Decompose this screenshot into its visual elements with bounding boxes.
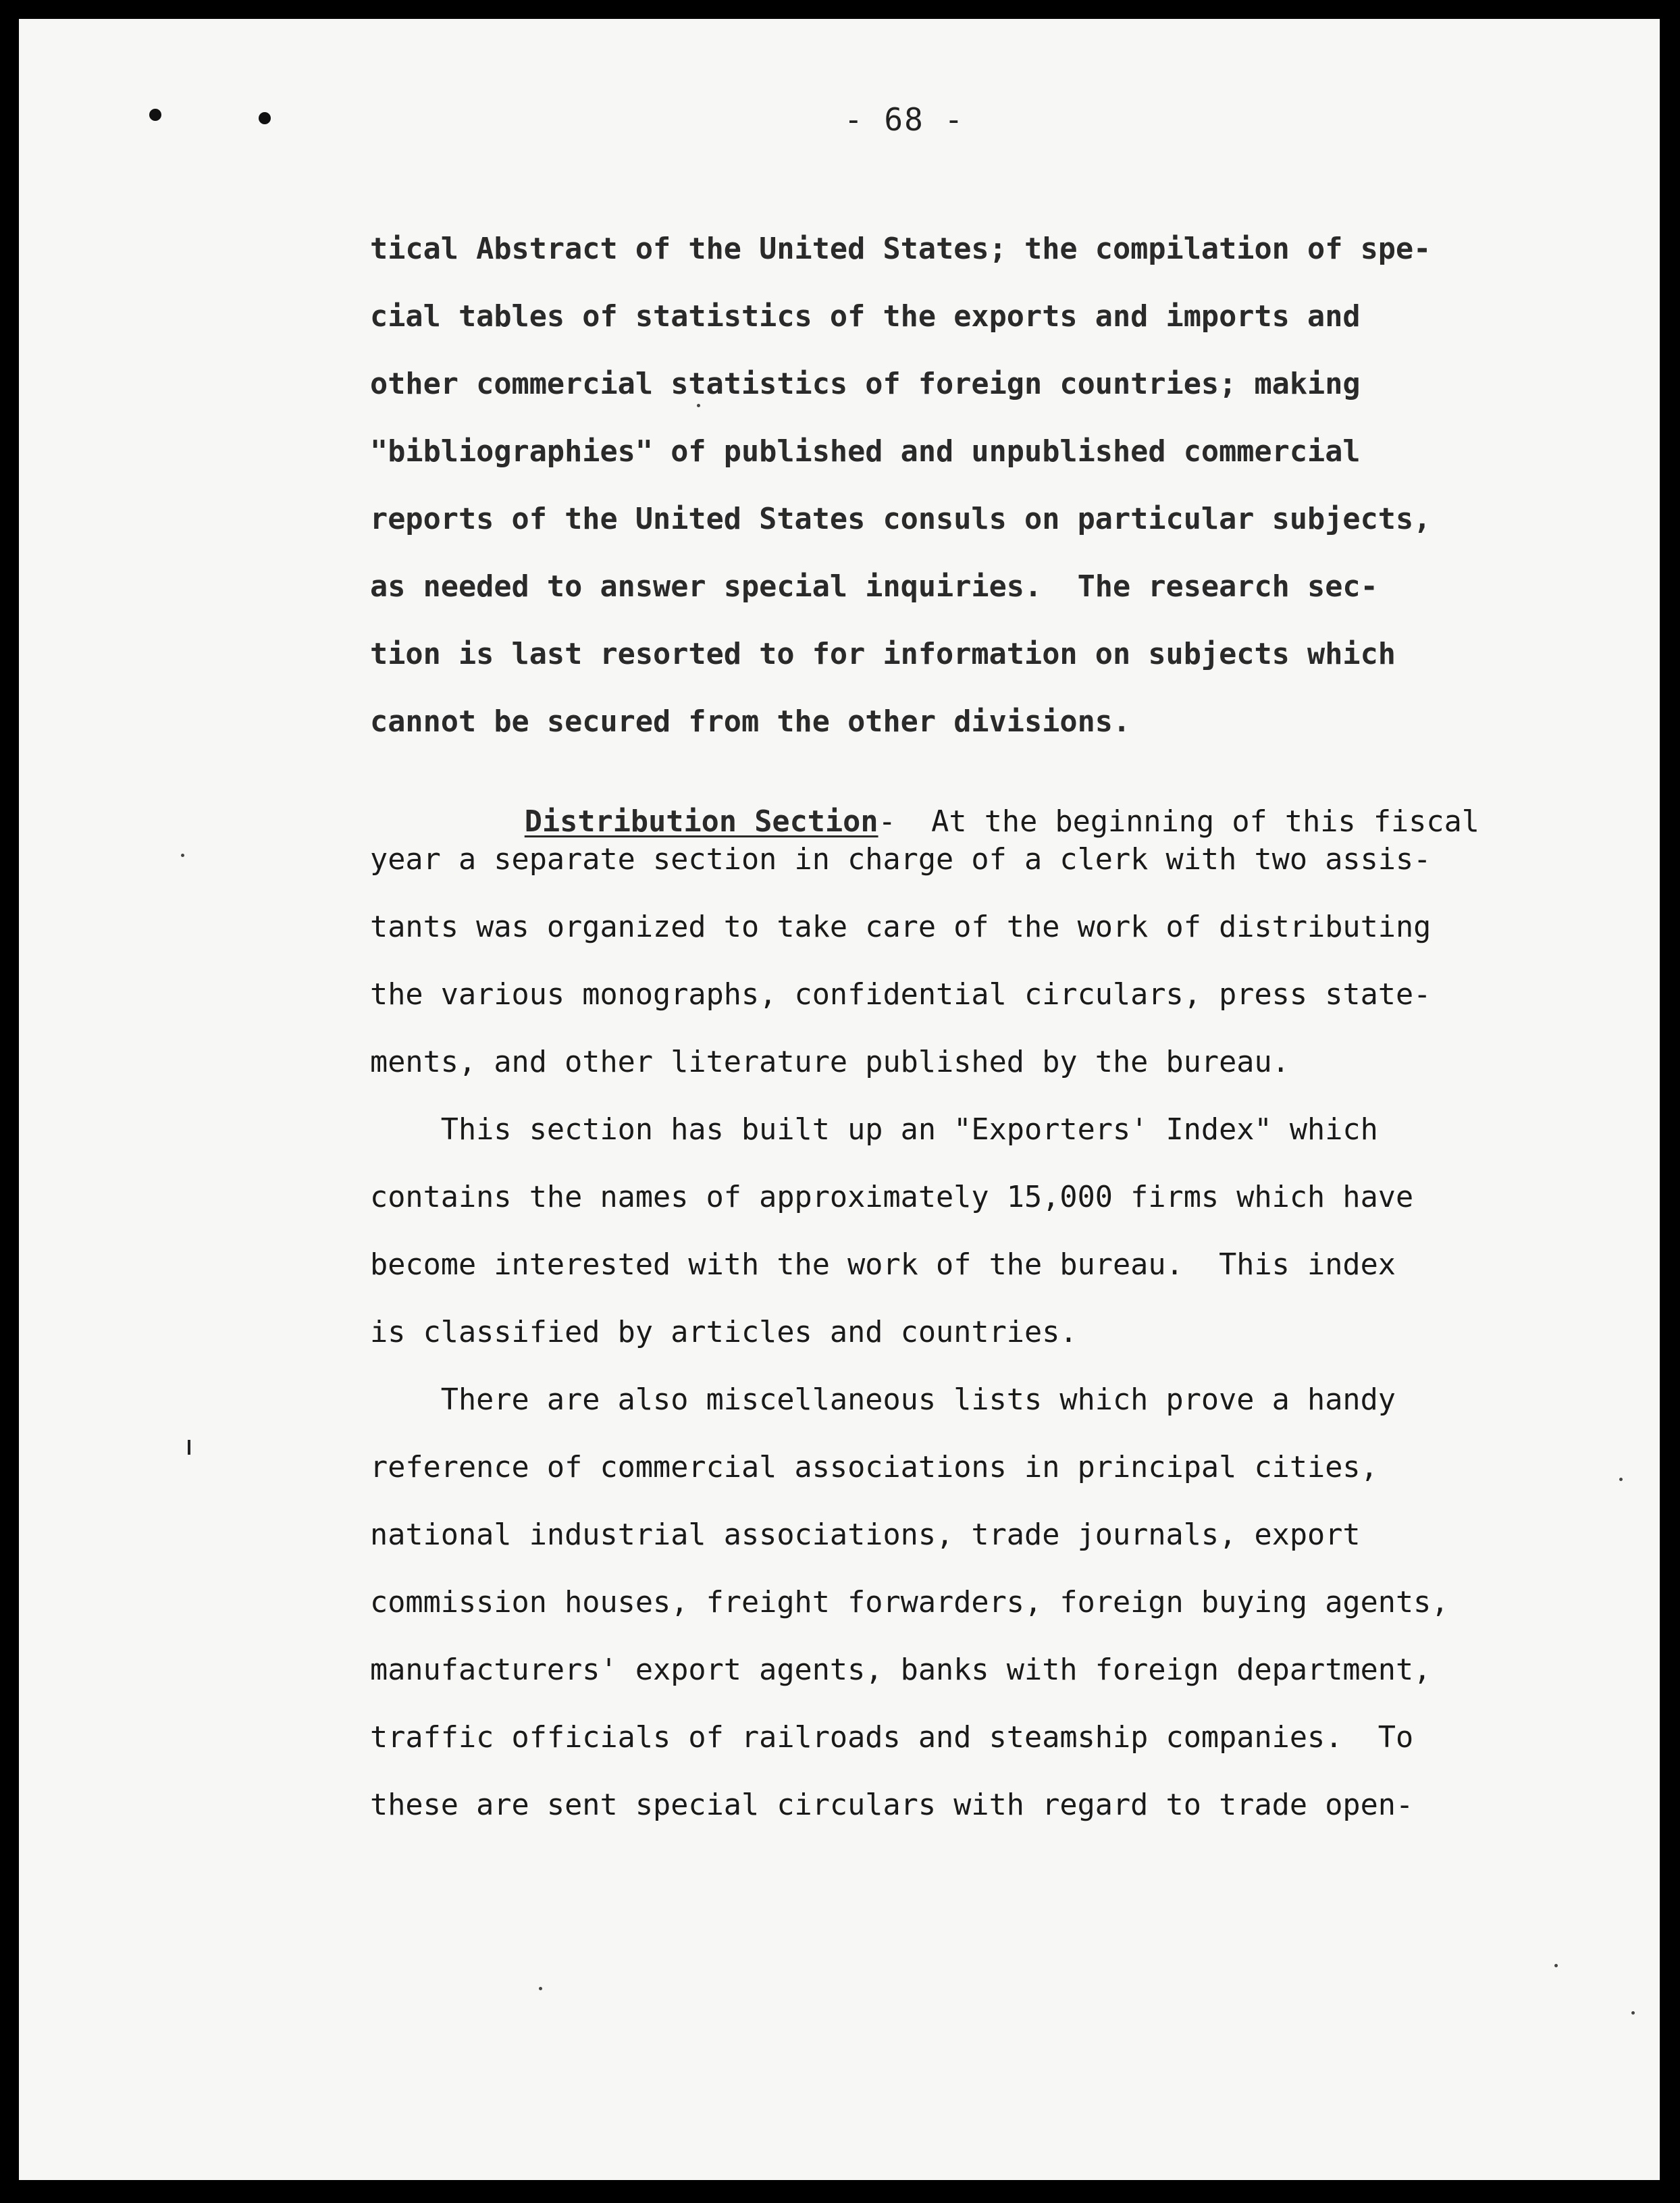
scan-speck bbox=[539, 1987, 542, 1990]
text-line: cannot be secured from the other divisions. bbox=[370, 705, 1131, 739]
page-number: - 68 - bbox=[844, 101, 965, 138]
text-line: other commercial statistics of foreign countries; making bbox=[370, 367, 1361, 401]
text-line: manufacturers' export agents, banks with foreign department, bbox=[370, 1653, 1432, 1687]
text-line: ments, and other literature published by the bureau. bbox=[370, 1045, 1290, 1079]
text-line: become interested with the work of the bureau. This index bbox=[370, 1248, 1396, 1282]
text-line: This section has built up an "Exporters' Index" which bbox=[370, 1113, 1378, 1147]
text-line: reference of commercial associations in principal cities, bbox=[370, 1451, 1378, 1484]
text-line: tical Abstract of the United States; the compilation of spe- bbox=[370, 232, 1432, 266]
text-line: There are also miscellaneous lists which prove a handy bbox=[370, 1383, 1396, 1417]
scan-speck bbox=[697, 404, 700, 407]
text-line: tion is last resorted to for information on subjects which bbox=[370, 638, 1396, 671]
text-line: the various monographs, confidential circulars, press state- bbox=[370, 978, 1432, 1012]
scan-speck bbox=[181, 854, 184, 857]
text-line: national industrial associations, trade journals, export bbox=[370, 1518, 1361, 1552]
text-line: tants was organized to take care of the work of distributing bbox=[370, 910, 1432, 944]
text-line: cial tables of statistics of the exports and imports and bbox=[370, 300, 1361, 334]
text-line: as needed to answer special inquiries. The research sec- bbox=[370, 570, 1378, 604]
text-line: these are sent special circulars with regard to trade open- bbox=[370, 1788, 1414, 1822]
text-line: contains the names of approximately 15,000 firms which have bbox=[370, 1181, 1414, 1214]
section-heading-suffix: - At the beginning of this fiscal bbox=[878, 804, 1479, 839]
section-heading: Distribution Section bbox=[524, 804, 878, 839]
scan-speck bbox=[1554, 1964, 1558, 1967]
scan-speck bbox=[1619, 1478, 1623, 1481]
text-line: is classified by articles and countries. bbox=[370, 1316, 1078, 1349]
scan-mark bbox=[188, 1440, 190, 1455]
document-page bbox=[19, 19, 1660, 2180]
text-line: year a separate section in charge of a clerk with two assis- bbox=[370, 843, 1432, 877]
scan-speck bbox=[1631, 2011, 1635, 2015]
text-line: traffic officials of railroads and steamship companies. To bbox=[370, 1721, 1414, 1755]
text-line: "bibliographies" of published and unpublished commercial bbox=[370, 435, 1361, 469]
text-line: reports of the United States consuls on particular subjects, bbox=[370, 502, 1432, 536]
text-line: commission houses, freight forwarders, foreign buying agents, bbox=[370, 1586, 1449, 1619]
